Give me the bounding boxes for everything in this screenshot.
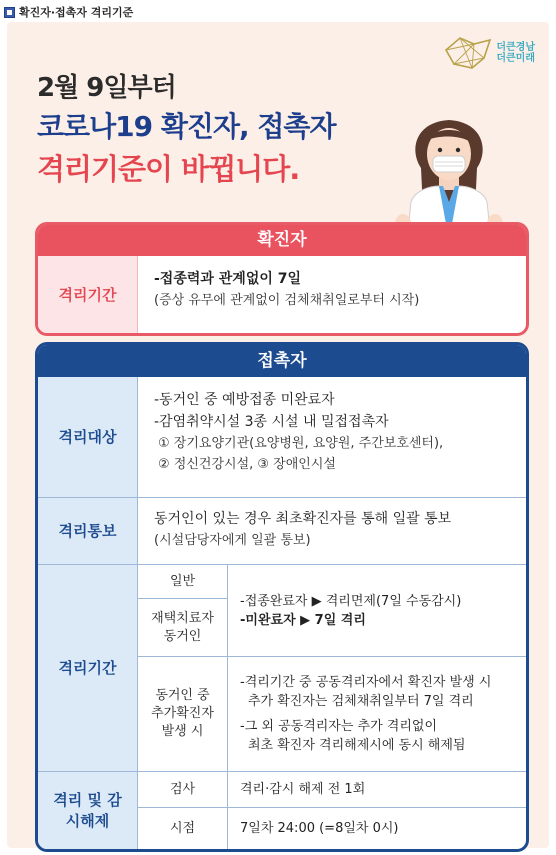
- additional-line-2: 추가 확진자는 검체채취일부터 7일 격리: [248, 694, 474, 709]
- logo-line1: 더큰경남: [496, 42, 535, 53]
- release-test-value: [228, 772, 526, 807]
- period-general-value: [228, 565, 526, 656]
- poster: [7, 22, 549, 848]
- release-test-text: 격리·감시 해제 전 1회: [240, 782, 366, 797]
- confirmed-period-main: -접종력과 관계없이 7일: [154, 271, 302, 287]
- contacts-target-value: [138, 377, 526, 497]
- contacts-period-row: [38, 565, 526, 772]
- headline: [37, 70, 336, 190]
- headline-subject: 코로나19 확진자, 접촉자: [37, 110, 336, 143]
- contacts-period-grid: [138, 565, 526, 771]
- doctor-illustration: [379, 110, 519, 240]
- general-line-2: -미완료자 ▶ 7일 격리: [240, 612, 366, 628]
- confirmed-box: [35, 222, 529, 336]
- sub-label-home-care: 재택치료자 동거인: [151, 610, 214, 644]
- sub-label-additional: 동거인 중 추가확진자 발생 시: [138, 657, 228, 771]
- bullet-icon: [4, 7, 15, 18]
- release-time-value: [228, 808, 526, 849]
- confirmed-period-label: 격리기간: [38, 256, 138, 333]
- confirmed-period-row: [38, 256, 526, 333]
- contacts-target-row: [38, 377, 526, 498]
- sub-label-general: 일반: [138, 565, 227, 599]
- release-grid: [138, 772, 526, 849]
- contacts-target-label: 격리대상: [38, 377, 138, 497]
- target-line-1: -동거인 중 예방접종 미완료자: [154, 392, 335, 408]
- confirmed-period-value: [138, 256, 526, 333]
- release-label-text: 격리 및 감시해제: [53, 790, 122, 830]
- additional-line-1: -격리기간 중 공동격리자에서 확진자 발생 시: [240, 675, 492, 690]
- contacts-notice-row: [38, 498, 526, 565]
- contacts-release-label: [38, 772, 138, 849]
- target-line-3: ① 장기요양기관(요양병원, 요양원, 주간보호센터),: [158, 436, 444, 451]
- release-test-row: [138, 772, 526, 808]
- period-general-block: [138, 565, 526, 657]
- additional-line-3: -그 외 공동격리자는 추가 격리없이: [240, 719, 438, 734]
- contacts-notice-label: 격리통보: [38, 498, 138, 564]
- target-line-2: -감염취약시설 3종 시설 내 밀접접촉자: [154, 414, 389, 430]
- release-time-row: [138, 808, 526, 849]
- release-time-label: 시점: [138, 808, 228, 849]
- general-line-1: -접종완료자 ▶ 격리면제(7일 수동감시): [240, 593, 462, 609]
- contacts-period-label: 격리기간: [38, 565, 138, 771]
- notice-line-1: 동거인이 있는 경우 최초확진자를 통해 일괄 통보: [154, 511, 452, 527]
- additional-line-4: 최초 확진자 격리해제시에 동시 해제됨: [248, 738, 466, 753]
- logo: [444, 36, 535, 70]
- contacts-notice-value: [138, 498, 526, 564]
- period-additional-value: [228, 657, 526, 771]
- release-test-label: 검사: [138, 772, 228, 807]
- contacts-release-row: [38, 772, 526, 849]
- contacts-title: 접촉자: [38, 345, 526, 377]
- headline-date: 2월 9일부터: [37, 73, 176, 103]
- confirmed-title: 확진자: [38, 225, 526, 256]
- release-time-text: 7일차 24:00 (=8일차 0시): [240, 821, 399, 836]
- period-additional-block: [138, 657, 526, 771]
- period-general-labels: [138, 565, 228, 656]
- notice-line-2: (시설담당자에게 일괄 통보): [154, 533, 311, 548]
- contacts-box: [35, 342, 529, 852]
- headline-change: 격리기준이 바뀝니다.: [37, 152, 300, 186]
- logo-line2: 더큰미래: [496, 53, 535, 64]
- logo-mark-icon: [444, 36, 492, 70]
- page-header-title: 확진자·접촉자 격리기준: [19, 6, 134, 19]
- page-header: [4, 4, 133, 20]
- logo-text: [496, 42, 535, 64]
- confirmed-period-sub: (증상 유무에 관계없이 검체채취일로부터 시작): [154, 293, 420, 308]
- target-line-4: ② 정신건강시설, ③ 장애인시설: [158, 457, 336, 472]
